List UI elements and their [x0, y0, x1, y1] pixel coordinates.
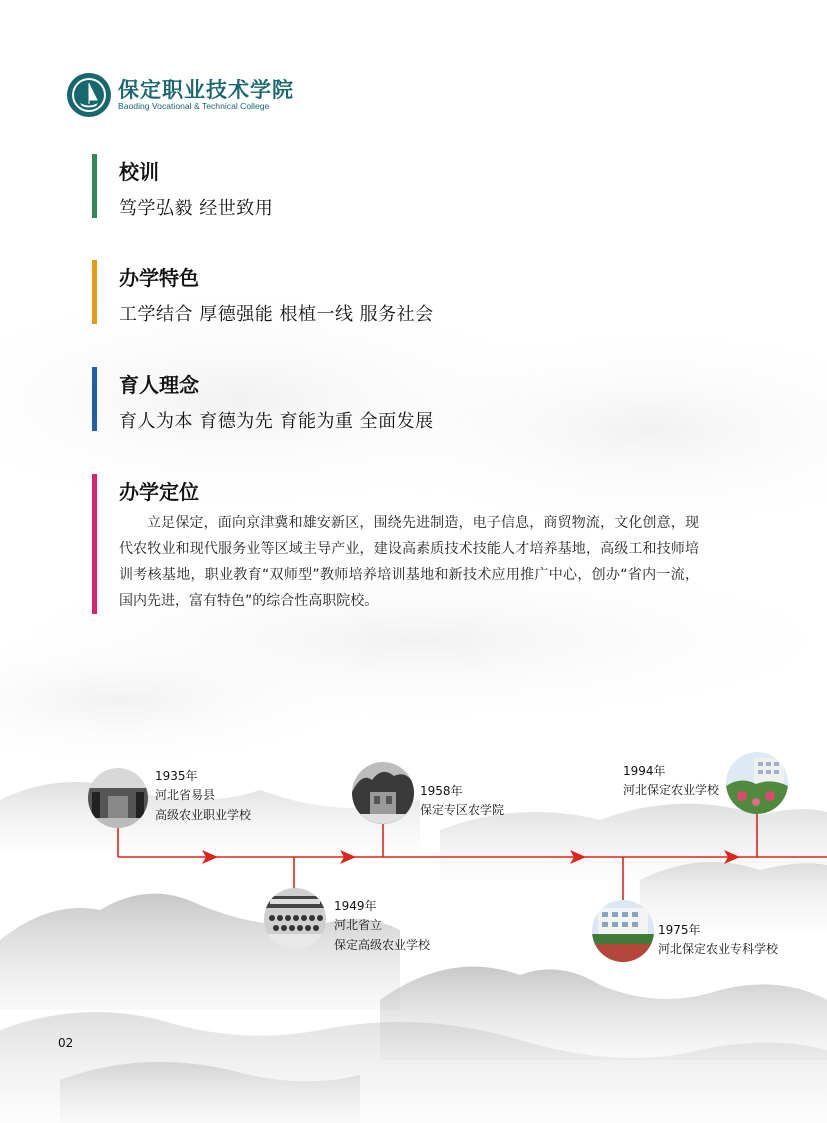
milestone-year: 1949年 [334, 899, 377, 913]
milestone-label: 保定高级农业学校 [334, 938, 431, 952]
milestone-label: 河北省易县 [155, 788, 216, 802]
milestone-label: 河北保定农业专科学校 [658, 942, 779, 956]
milestone-year: 1958年 [420, 784, 463, 798]
milestone-photo-1975 [592, 900, 654, 962]
logo-chinese-name: 保定职业技术学院 [118, 77, 294, 102]
page-number: 02 [58, 1036, 74, 1050]
milestone-year: 1935年 [155, 769, 198, 783]
section-title: 办学定位 [119, 480, 199, 504]
section-paragraph: 立足保定，面向京津冀和雄安新区，围绕先进制造，电子信息，商贸物流，文化创意，现代农牧业和现代服务业等区域主导产业，建设高素质技术技能人才培养基地，高级工和技师培训考核基地，职业教育“双师型”教师培养培训基地和新技术应用推广中心，创办“省内一流，国内先进，富有特色”的综合性高职院校。 [119, 515, 699, 609]
milestone-label: 高级农业职业学校 [155, 808, 252, 822]
milestone-label: 保定专区农学院 [420, 803, 505, 817]
milestone-photo-1958 [352, 762, 414, 824]
milestone-photo-1949 [264, 888, 326, 950]
milestone-year: 1994年 [623, 764, 666, 778]
section-title: 育人理念 [119, 373, 199, 397]
section-text: 工学结合 厚德强能 根植一线 服务社会 [119, 304, 434, 325]
section-title: 办学特色 [119, 266, 199, 290]
milestone-photo-1935 [88, 768, 148, 828]
milestone-photo-1994 [726, 752, 788, 814]
milestone-label: 河北省立 [334, 918, 383, 932]
section-title: 校训 [119, 160, 159, 184]
section-text: 笃学弘毅 经世致用 [119, 198, 274, 219]
milestone-label: 河北保定农业学校 [623, 783, 720, 797]
milestone-year: 1975年 [658, 923, 701, 937]
logo-english-name: Baoding Vocational & Technical College [118, 101, 270, 111]
section-text: 育人为本 育德为先 育能为重 全面发展 [119, 411, 434, 432]
